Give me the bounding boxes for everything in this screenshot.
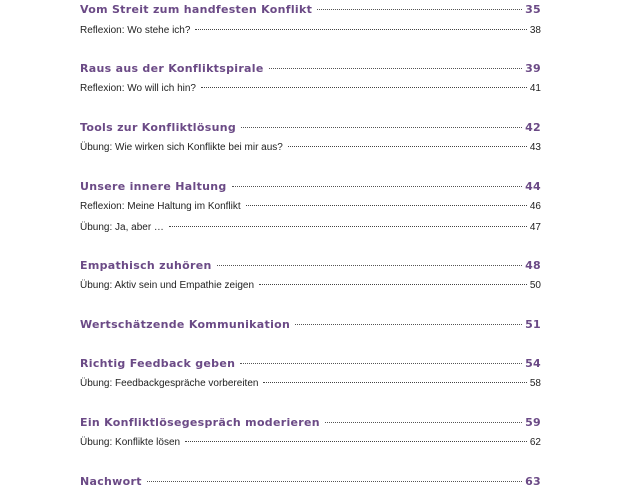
toc-leader-dots (241, 127, 522, 128)
toc-chapter-row[interactable] (80, 3, 541, 16)
toc-entry-title: Reflexion: Wo stehe ich? (80, 25, 191, 36)
toc-chapter-row[interactable] (80, 62, 541, 75)
toc-chapter-row[interactable] (80, 416, 541, 429)
toc-entry-title: Übung: Feedbackgespräche vorbereiten (80, 378, 259, 389)
toc-leader-dots (317, 9, 522, 10)
toc-page-number: 46 (529, 201, 541, 212)
toc-leader-dots (195, 29, 526, 30)
toc-entry-row[interactable] (80, 378, 541, 389)
toc-leader-dots (288, 146, 527, 147)
toc-page-number: 44 (525, 180, 541, 193)
toc-page-number: 43 (529, 142, 541, 153)
toc-chapter-title: Nachwort (80, 475, 142, 488)
toc-chapter-row[interactable] (80, 318, 541, 331)
toc-entry-row[interactable] (80, 25, 541, 36)
toc-leader-dots (169, 226, 527, 227)
toc-leader-dots (263, 382, 526, 383)
toc-page-number: 41 (529, 83, 541, 94)
toc-chapter-title: Unsere innere Haltung (80, 180, 227, 193)
toc-leader-dots (269, 68, 522, 69)
toc-chapter-row[interactable] (80, 475, 541, 488)
toc-entry-row[interactable] (80, 142, 541, 153)
toc-chapter-row[interactable] (80, 357, 541, 370)
toc-leader-dots (259, 284, 527, 285)
toc-page-number: 50 (529, 280, 541, 291)
toc-page-number: 59 (525, 416, 541, 429)
toc-page-number: 38 (529, 25, 541, 36)
toc-entry-title: Übung: Konflikte lösen (80, 437, 181, 448)
toc-chapter-title: Ein Konfliktlösegespräch moderieren (80, 416, 320, 429)
toc-chapter-title: Raus aus der Konfliktspirale (80, 62, 264, 75)
toc-entry-title: Reflexion: Wo will ich hin? (80, 83, 196, 94)
toc-leader-dots (201, 87, 527, 88)
toc-leader-dots (185, 441, 527, 442)
toc-page-number: 51 (525, 318, 541, 331)
toc-chapter-title: Richtig Feedback geben (80, 357, 236, 370)
toc-chapter-title: Vom Streit zum handfesten Konflikt (80, 3, 313, 16)
toc-chapter-row[interactable] (80, 121, 541, 134)
toc-leader-dots (217, 265, 522, 266)
toc-leader-dots (232, 186, 522, 187)
toc-entry-row[interactable] (80, 280, 541, 291)
toc-page-number: 35 (525, 3, 541, 16)
toc-page-number: 39 (525, 62, 541, 75)
toc-entry-row[interactable] (80, 83, 541, 94)
toc-chapter-title: Wertschätzende Kommunikation (80, 318, 291, 331)
toc-entry-row[interactable] (80, 222, 541, 233)
toc-page-number: 47 (529, 222, 541, 233)
toc-leader-dots (246, 205, 527, 206)
toc-page-number: 54 (525, 357, 541, 370)
toc-entry-row[interactable] (80, 201, 541, 212)
toc-page-number: 63 (525, 475, 541, 488)
toc-leader-dots (240, 363, 522, 364)
toc-page-number: 48 (525, 259, 541, 272)
toc-entry-row[interactable] (80, 437, 541, 448)
toc-chapter-title: Empathisch zuhören (80, 259, 212, 272)
toc-entry-title: Reflexion: Meine Haltung im Konflikt (80, 201, 241, 212)
toc-entry-title: Übung: Ja, aber … (80, 222, 164, 233)
toc-entry-title: Übung: Aktiv sein und Empathie zeigen (80, 280, 254, 291)
toc-entry-title: Übung: Wie wirken sich Konflikte bei mir aus? (80, 142, 283, 153)
toc-leader-dots (295, 324, 522, 325)
toc-chapter-row[interactable] (80, 259, 541, 272)
toc-chapter-title: Tools zur Konfliktlösung (80, 121, 237, 134)
toc-leader-dots (147, 481, 522, 482)
toc-page-number: 62 (529, 437, 541, 448)
toc-leader-dots (325, 422, 522, 423)
toc-page-number: 42 (525, 121, 541, 134)
toc-chapter-row[interactable] (80, 180, 541, 193)
toc-page-number: 58 (529, 378, 541, 389)
